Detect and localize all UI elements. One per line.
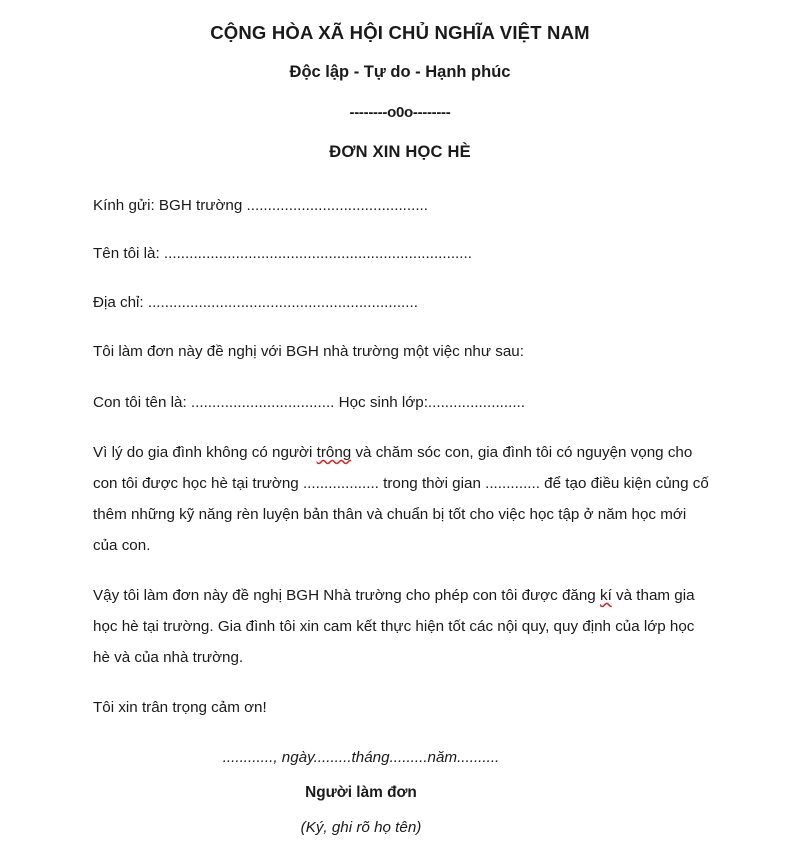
field-child-name-and-class: Con tôi tên là: .................................. Học sinh lớp:.......................	[93, 393, 525, 411]
signature-inner	[211, 745, 511, 841]
signature-date-line: ............, ngày.........tháng.........năm..........	[222, 748, 500, 766]
national-motto: Độc lập - Tự do - Hạnh phúc	[289, 63, 511, 82]
signature-note: (Ký, ghi rõ họ tên)	[300, 818, 422, 836]
paragraph-reason-part1: Vì lý do gia đình không có người	[93, 443, 317, 461]
document-title: ĐƠN XIN HỌC HÈ	[329, 142, 471, 161]
paragraph-thanks: Tôi xin trân trọng cảm ơn!	[93, 698, 267, 716]
spellcheck-word-trong: trông	[316, 443, 352, 461]
field-address: Địa chỉ: ................................................................	[93, 293, 418, 311]
field-applicant-name: Tên tôi là: .........................................................................	[93, 244, 472, 262]
signature-block	[0, 745, 800, 841]
signature-role-label: Người làm đơn	[305, 783, 417, 801]
field-recipient: Kính gửi: BGH trường ...........................................	[93, 196, 428, 214]
purpose-intro-text: Tôi làm đơn này đề nghị với BGH nhà trường một việc như sau:	[93, 342, 524, 360]
national-title: CỘNG HÒA XÃ HỘI CHỦ NGHĨA VIỆT NAM	[210, 22, 590, 43]
document-heading	[0, 0, 800, 163]
paragraph-reason-part2: và chăm sóc con, gia đình tôi có nguyện vọng cho con tôi được học hè tại trường .................. trong thời gian ............. để tạo điều kiện củng cố thêm những kỹ năng rèn luyện bản thân và chuẩn bị tốt cho việc học tập ở năm học mới của con.	[93, 443, 709, 554]
spellcheck-word-ki: kí	[599, 586, 612, 604]
document-body	[0, 190, 800, 841]
ornament-divider: --------o0o--------	[349, 103, 451, 121]
paragraph-request-part2: và tham gia học hè tại trường. Gia đình tôi xin cam kết thực hiện tốt các nội quy, quy định của lớp học hè và của nhà trường.	[93, 586, 695, 666]
paragraph-reason	[0, 437, 800, 561]
paragraph-request	[0, 580, 800, 673]
paragraph-request-part1: Vậy tôi làm đơn này đề nghị BGH Nhà trường cho phép con tôi được đăng	[93, 586, 600, 604]
